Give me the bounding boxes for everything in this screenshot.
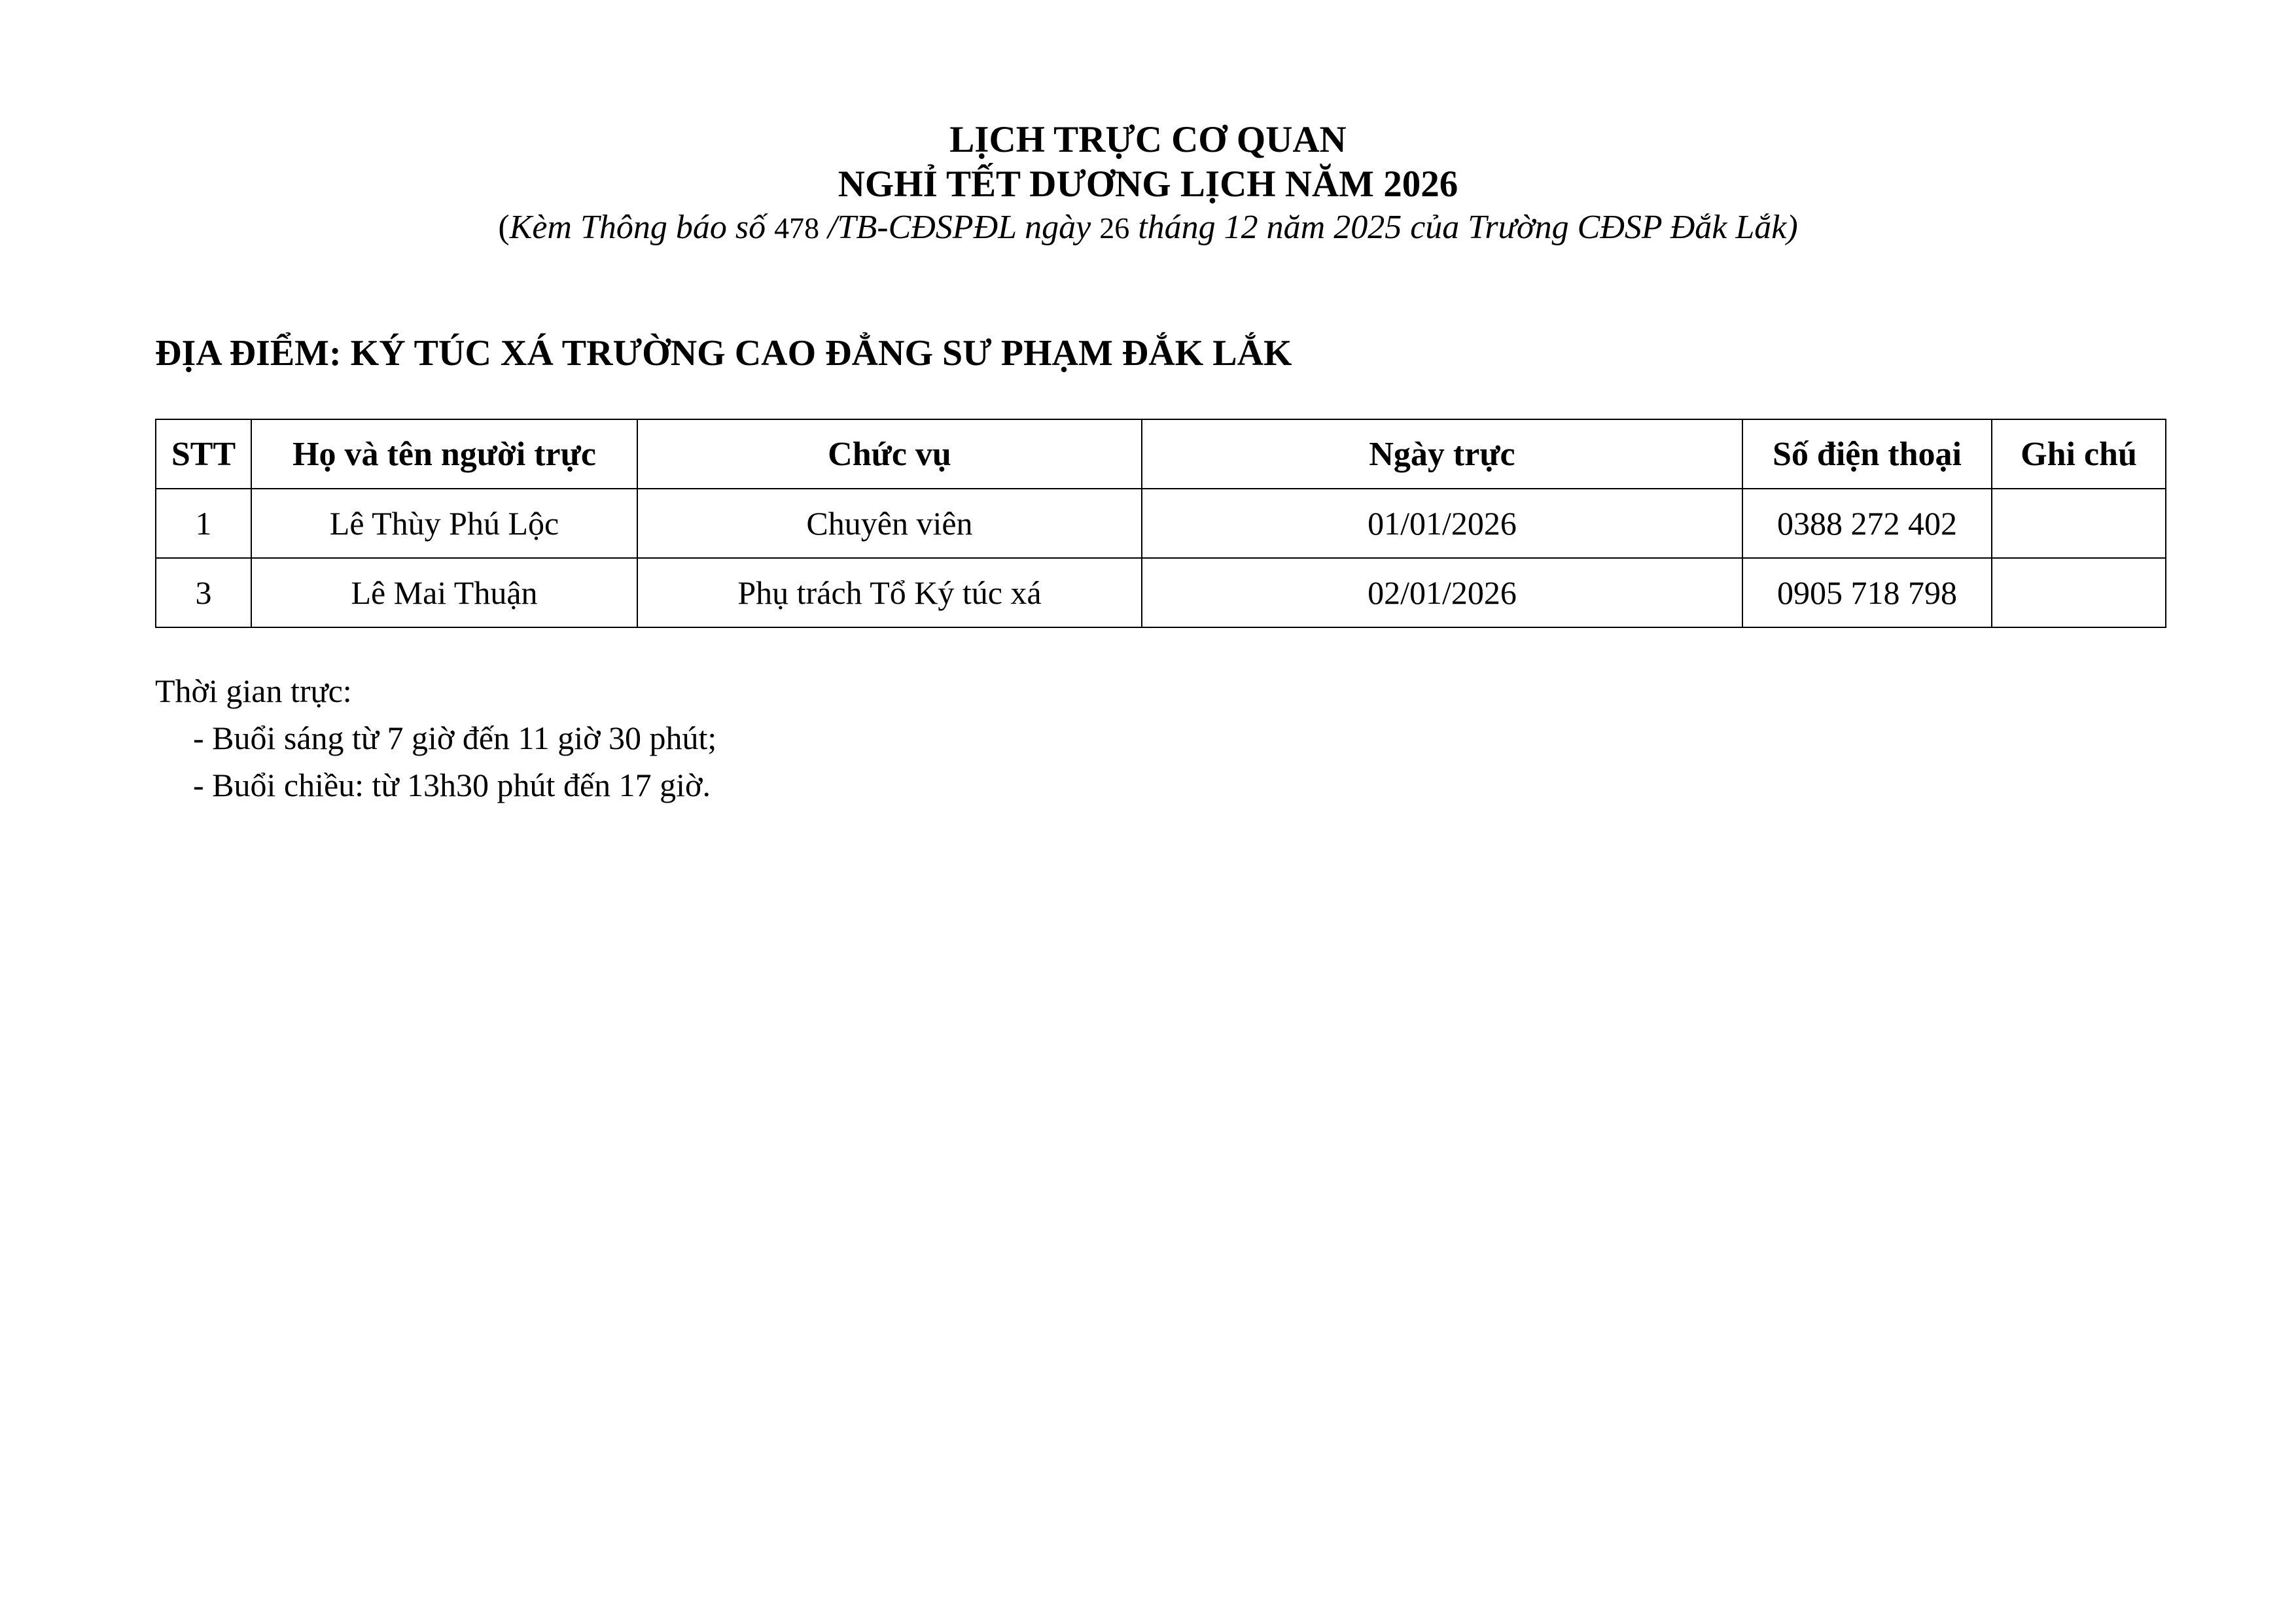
cell-position: Phụ trách Tổ Ký túc xá (637, 558, 1142, 627)
cell-stt: 1 (156, 489, 251, 558)
cell-phone: 0905 718 798 (1742, 558, 1992, 627)
cell-position: Chuyên viên (637, 489, 1142, 558)
cell-note (1992, 489, 2166, 558)
cell-date: 02/01/2026 (1142, 558, 1742, 627)
duty-time-afternoon: - Buổi chiều: từ 13h30 phút đến 17 giờ. (193, 767, 711, 803)
cell-name: Lê Thùy Phú Lộc (251, 489, 637, 558)
document-title: LỊCH TRỰC CƠ QUAN (949, 119, 1347, 160)
duty-time-heading: Thời gian trực: (155, 672, 352, 709)
cell-stt: 3 (156, 558, 251, 627)
reference-day: 26 (1099, 211, 1130, 245)
cell-name: Lê Mai Thuận (251, 558, 637, 627)
cell-phone: 0388 272 402 (1742, 489, 1992, 558)
table-row (156, 558, 2166, 627)
duty-time-morning: - Buổi sáng từ 7 giờ đến 11 giờ 30 phút; (193, 720, 717, 756)
cell-date: 01/01/2026 (1142, 489, 1742, 558)
header-date: Ngày trực (1142, 419, 1742, 489)
reference-text-2: /TB-CĐSPĐL ngày (819, 209, 1100, 246)
header-stt: STT (156, 419, 251, 489)
header-phone: Số điện thoại (1742, 419, 1992, 489)
location-heading: ĐỊA ĐIỂM: KÝ TÚC XÁ TRƯỜNG CAO ĐẲNG SƯ PHẠM ĐẮK LẮK (155, 333, 1292, 374)
reference-doc-number: 478 (774, 211, 820, 245)
table-header-row (156, 419, 2166, 489)
header-name: Họ và tên người trực (251, 419, 637, 489)
duty-time-notes (155, 667, 716, 809)
header-note: Ghi chú (1992, 419, 2166, 489)
reference-open-paren: ( (498, 209, 510, 246)
reference-text-3: tháng 12 năm 2025 của Trường CĐSP Đắk Lắk) (1129, 209, 1798, 246)
header-position: Chức vụ (637, 419, 1142, 489)
reference-note (0, 205, 2296, 251)
table-row (156, 489, 2166, 558)
duty-table (155, 419, 2166, 628)
document-subtitle-title: NGHỈ TẾT DƯƠNG LỊCH NĂM 2026 (838, 164, 1458, 205)
reference-text-1: Kèm Thông báo số (509, 209, 775, 246)
cell-note (1992, 558, 2166, 627)
